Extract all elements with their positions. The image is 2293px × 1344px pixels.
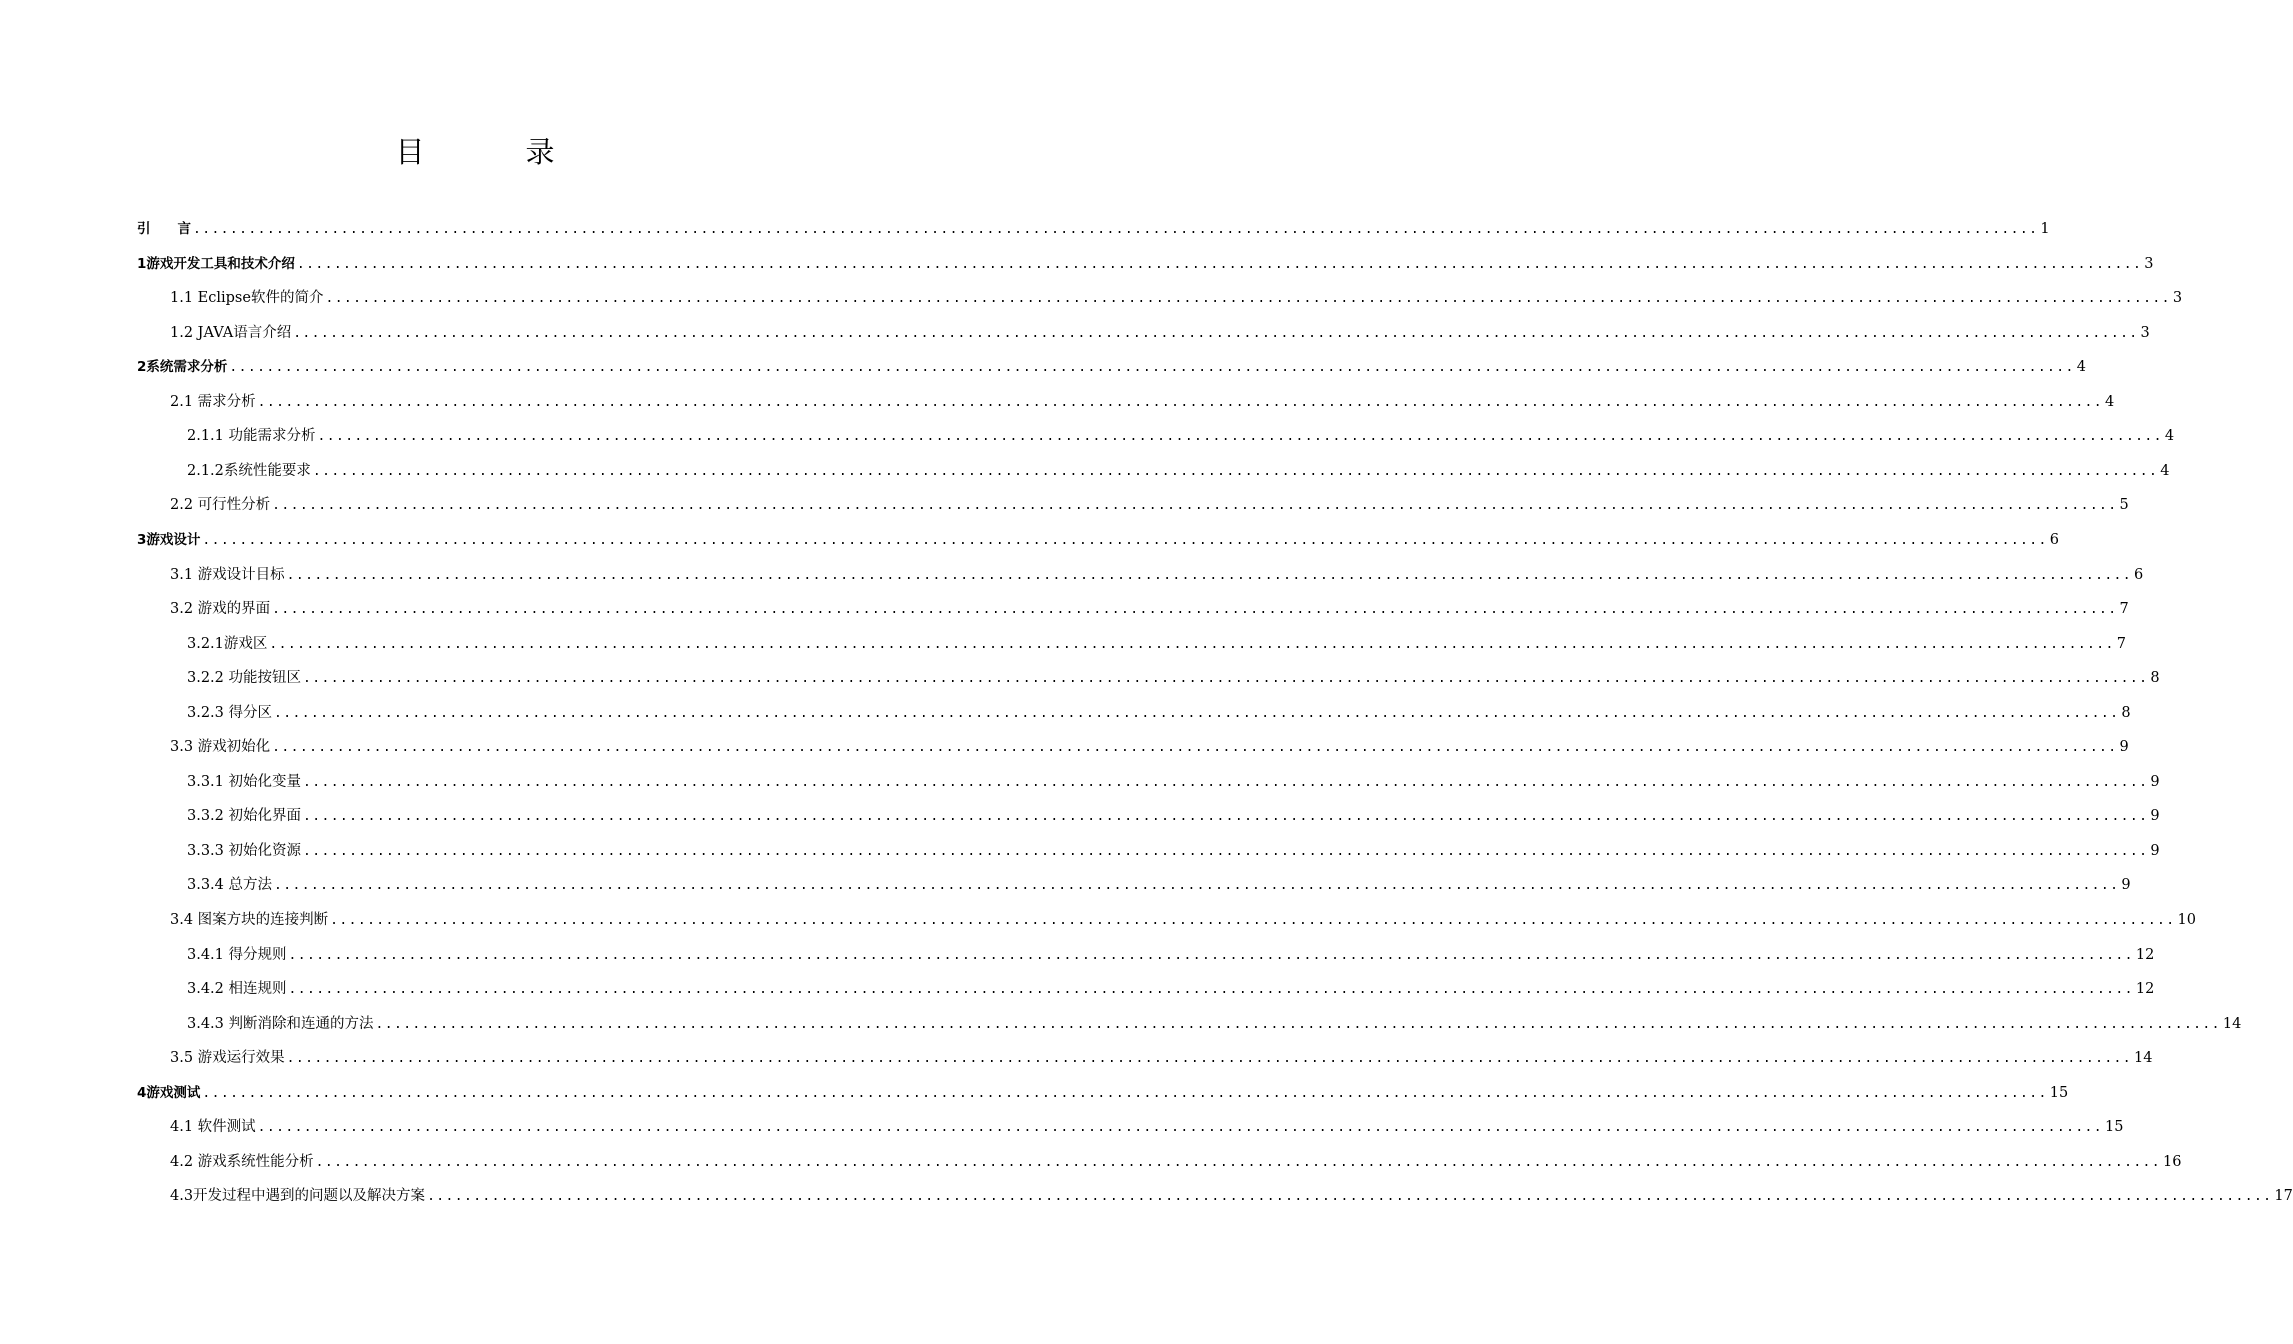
dot-leader: ........................................................................................................................................................................................................	[193, 222, 2039, 237]
toc-entry-label: 4游戏测试	[137, 1084, 201, 1101]
dot-leader: ........................................................................................................................................................................................................	[303, 809, 2149, 825]
toc-entry-page-number: 3	[2140, 324, 2150, 341]
toc-entry-label: 3.2.3 得分区	[187, 704, 273, 721]
dot-leader: ........................................................................................................................................................................................................	[229, 360, 2075, 376]
toc-entry[interactable]	[187, 661, 2160, 695]
toc-entry-page-number: 9	[2150, 808, 2160, 825]
toc-entry-label: 3.2 游戏的界面	[170, 601, 271, 618]
toc-entry-label: 2.1 需求分析	[170, 393, 256, 410]
toc-entry-label: 4.2 游戏系统性能分析	[170, 1153, 314, 1170]
toc-entry-label: 3.2.2 功能按钮区	[187, 670, 302, 687]
toc-entry[interactable]	[187, 696, 2131, 730]
toc-entry-page-number: 16	[2163, 1153, 2182, 1170]
toc-entry[interactable]	[170, 1179, 2293, 1213]
toc-entry-page-number: 3	[2144, 255, 2154, 272]
toc-entry[interactable]	[137, 247, 2154, 281]
toc-entry-label: 4.3开发过程中遇到的问题以及解决方案	[170, 1188, 426, 1205]
dot-leader: ........................................................................................................................................................................................................	[315, 1154, 2162, 1170]
dot-leader: ........................................................................................................................................................................................................	[325, 291, 2171, 307]
toc-entry-label: 3游戏设计	[137, 531, 201, 548]
toc-entry-label: 2.1.1 功能需求分析	[187, 428, 316, 445]
dot-leader: ........................................................................................................................................................................................................	[303, 671, 2149, 687]
toc-entry-label: 3.4.2 相连规则	[187, 981, 287, 998]
toc-entry[interactable]	[170, 488, 2129, 522]
dot-leader: ........................................................................................................................................................................................................	[272, 498, 2118, 514]
dot-leader: ........................................................................................................................................................................................................	[286, 567, 2133, 583]
toc-entry-page-number: 12	[2135, 946, 2155, 963]
dot-leader: ........................................................................................................................................................................................................	[330, 913, 2176, 928]
toc-entry-label: 3.3 游戏初始化	[170, 739, 271, 756]
toc-entry-label: 1游戏开发工具和技术介绍	[137, 255, 295, 272]
page-title: 目 录	[395, 135, 591, 169]
toc-entry-page-number: 8	[2150, 670, 2160, 687]
toc-entry-page-number: 1	[2040, 221, 2050, 237]
toc-entry-page-number: 5	[2119, 497, 2129, 514]
toc-entry-page-number: 15	[2105, 1119, 2124, 1136]
toc-entry[interactable]	[137, 350, 2086, 384]
toc-entry[interactable]	[170, 316, 2150, 350]
dot-leader: ........................................................................................................................................................................................................	[303, 843, 2149, 859]
toc-entry-page-number: 15	[2049, 1084, 2069, 1101]
toc-entry[interactable]	[187, 938, 2155, 972]
toc-entry[interactable]	[187, 765, 2160, 799]
toc-entry-page-number: 7	[2116, 635, 2126, 652]
toc-entry[interactable]	[187, 834, 2160, 868]
toc-entry-label: 3.3.3 初始化资源	[187, 842, 302, 859]
toc-entry-page-number: 3	[2172, 290, 2183, 307]
toc-entry-label: 3.3.4 总方法	[187, 877, 273, 894]
dot-leader: ........................................................................................................................................................................................................	[288, 947, 2134, 963]
toc-entry[interactable]	[187, 1007, 2242, 1041]
toc-entry[interactable]	[170, 558, 2144, 592]
toc-entry-page-number: 12	[2135, 981, 2155, 998]
toc-entry[interactable]	[170, 1110, 2124, 1144]
dot-leader: ........................................................................................................................................................................................................	[272, 740, 2118, 756]
toc-entry[interactable]	[170, 592, 2129, 626]
toc-entry-page-number: 17	[2274, 1188, 2293, 1205]
toc-entry-page-number: 10	[2177, 912, 2196, 928]
toc-entry-label: 4.1 软件测试	[170, 1119, 256, 1136]
toc-entry-page-number: 6	[2049, 531, 2059, 548]
dot-leader: ........................................................................................................................................................................................................	[202, 532, 2048, 548]
toc-entry[interactable]	[170, 1145, 2182, 1179]
dot-leader: ........................................................................................................................................................................................................	[303, 774, 2149, 790]
toc-entry[interactable]	[187, 627, 2126, 661]
toc-entry[interactable]	[170, 903, 2196, 937]
toc-entry[interactable]	[187, 799, 2160, 833]
toc-entry-label: 1.1 Eclipse软件的简介	[170, 290, 324, 307]
toc-entry[interactable]	[187, 868, 2131, 902]
toc-entry-label: 3.2.1游戏区	[187, 635, 268, 652]
dot-leader: ........................................................................................................................................................................................................	[286, 1051, 2133, 1067]
toc-entry-label: 3.1 游戏设计目标	[170, 566, 285, 583]
toc-entry[interactable]	[187, 419, 2175, 453]
toc-entry-page-number: 4	[2160, 462, 2170, 479]
dot-leader: ........................................................................................................................................................................................................	[269, 636, 2115, 652]
toc-entry-label: 2系统需求分析	[137, 359, 228, 376]
toc-entry[interactable]	[170, 730, 2129, 764]
dot-leader: ........................................................................................................................................................................................................	[427, 1189, 2273, 1205]
toc-entry[interactable]	[170, 385, 2115, 419]
toc-entry-label: 3.4 图案方块的连接判断	[170, 912, 329, 928]
toc-entry-label: 1.2 JAVA语言介绍	[170, 324, 292, 341]
toc-entry-page-number: 9	[2121, 877, 2131, 894]
toc-entry[interactable]	[187, 454, 2170, 488]
dot-leader: ........................................................................................................................................................................................................	[202, 1085, 2048, 1101]
dot-leader: ........................................................................................................................................................................................................	[288, 982, 2134, 998]
dot-leader: ........................................................................................................................................................................................................	[257, 1120, 2104, 1136]
toc-entry[interactable]	[137, 523, 2059, 557]
toc-entry[interactable]	[170, 1041, 2153, 1075]
toc-entry-label: 3.4.3 判断消除和连通的方法	[187, 1015, 374, 1032]
toc-entry-label: 3.4.1 得分规则	[187, 946, 287, 963]
toc-entry[interactable]	[137, 1076, 2069, 1110]
dot-leader: ........................................................................................................................................................................................................	[272, 602, 2118, 618]
toc-entry-page-number: 8	[2121, 704, 2131, 721]
toc-entry-page-number: 9	[2150, 773, 2160, 790]
toc-entry-page-number: 4	[2076, 359, 2086, 376]
dot-leader: ........................................................................................................................................................................................................	[274, 705, 2120, 721]
toc-entry-page-number: 4	[2164, 428, 2175, 445]
dot-leader: ........................................................................................................................................................................................................	[257, 394, 2104, 410]
toc-entry-page-number: 7	[2119, 601, 2129, 618]
toc-entry-label: 2.2 可行性分析	[170, 497, 271, 514]
dot-leader: ........................................................................................................................................................................................................	[274, 878, 2120, 894]
toc-entry-page-number: 14	[2222, 1015, 2242, 1032]
toc-entry-label: 2.1.2系统性能要求	[187, 462, 311, 479]
dot-leader: ........................................................................................................................................................................................................	[296, 256, 2143, 272]
dot-leader: ........................................................................................................................................................................................................	[375, 1016, 2221, 1032]
toc-entry[interactable]	[137, 212, 2050, 246]
toc-entry-label: 3.3.1 初始化变量	[187, 773, 302, 790]
toc-entry-label: 3.5 游戏运行效果	[170, 1050, 285, 1067]
dot-leader: ........................................................................................................................................................................................................	[312, 463, 2159, 479]
toc-entry-label: 3.3.2 初始化界面	[187, 808, 302, 825]
toc-entry-page-number: 4	[2105, 393, 2115, 410]
dot-leader: ........................................................................................................................................................................................................	[317, 429, 2163, 445]
toc-entry[interactable]	[187, 972, 2155, 1006]
toc-entry[interactable]	[170, 281, 2183, 315]
toc-entry-label: 引 言	[137, 221, 191, 237]
toc-entry-page-number: 9	[2119, 739, 2129, 756]
toc-entry-page-number: 9	[2150, 842, 2160, 859]
toc-entry-page-number: 6	[2134, 566, 2144, 583]
dot-leader: ........................................................................................................................................................................................................	[293, 325, 2139, 341]
toc-entry-page-number: 14	[2134, 1050, 2153, 1067]
